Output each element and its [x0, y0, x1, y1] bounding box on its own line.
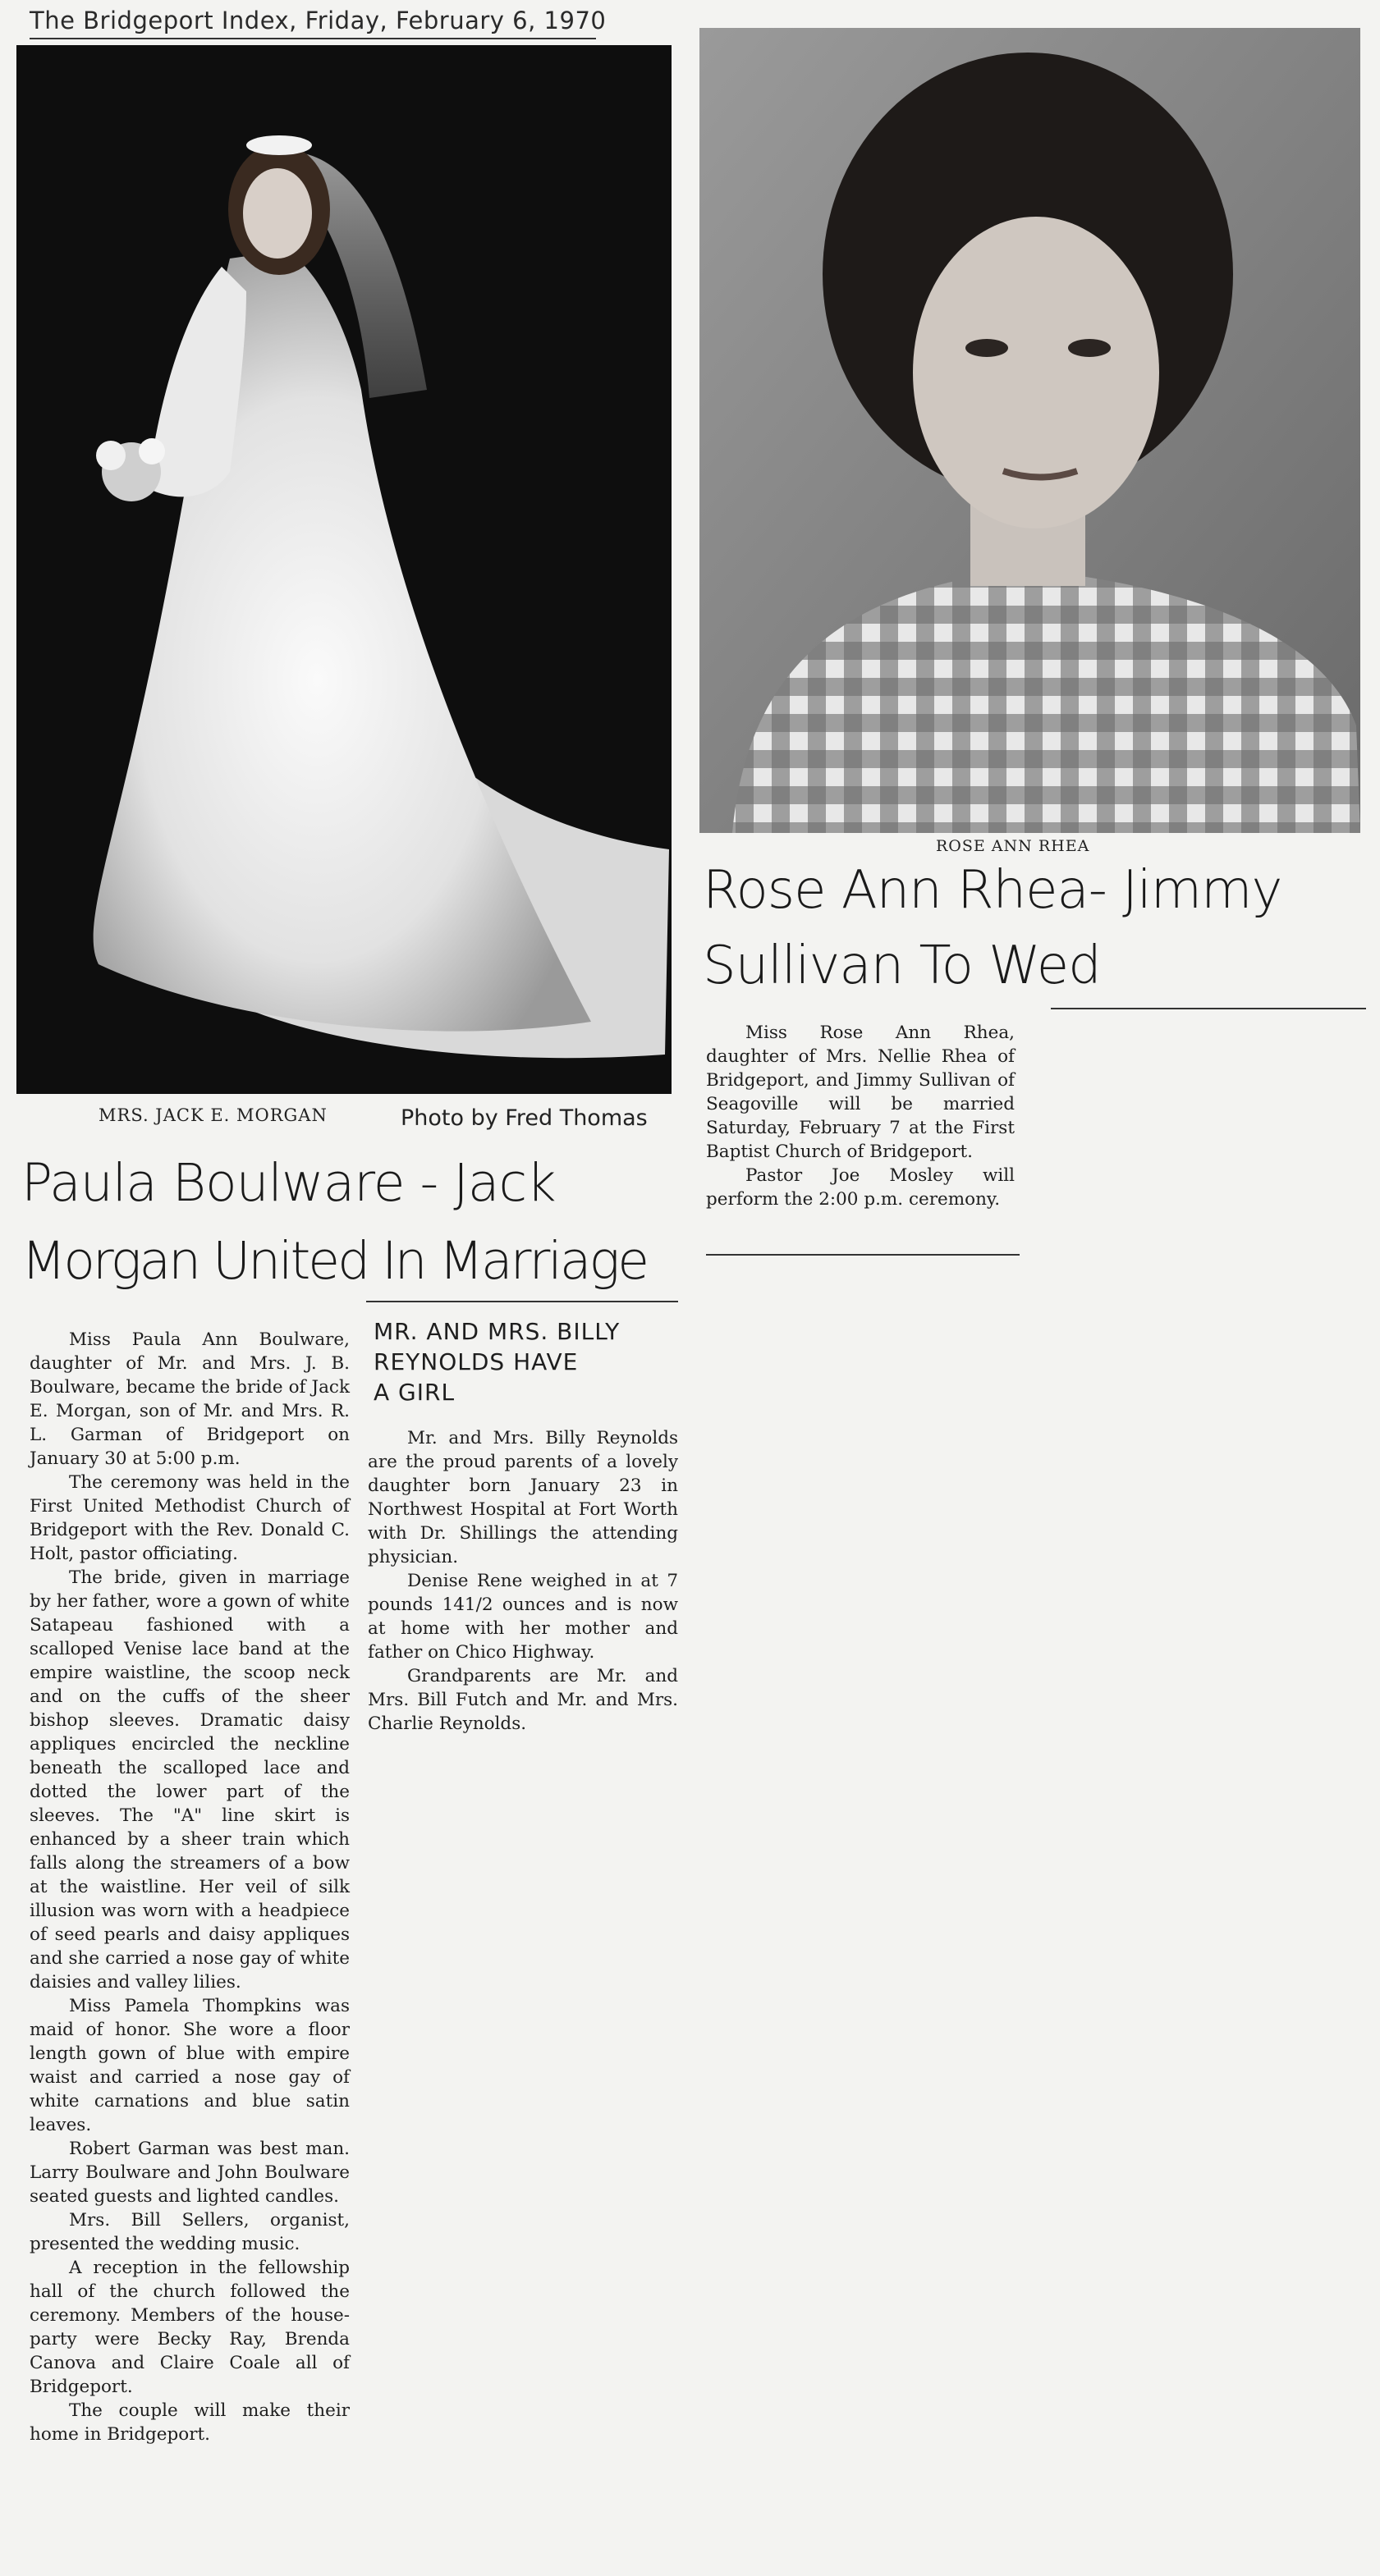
- birth-subhead-line: A GIRL: [374, 1379, 456, 1406]
- engagement-paragraph: Miss Rose Ann Rhea, daughter of Mrs. Nellie Rhea of Bridgeport, and Jimmy Sullivan of Seagoville will be married Saturday, February 7 at the First Baptist Church of Bridgeport.: [706, 1023, 1015, 1162]
- wedding-paragraph: A reception in the fellowship hall of the church followed the ceremony. Members of the house-party were Becky Ray, Brenda Canova and Claire Coale all of Bridgeport.: [30, 2258, 350, 2397]
- engagement-paragraph: Pastor Joe Mosley will perform the 2:00 p.m. ceremony.: [706, 1165, 1015, 1210]
- bride-photo-caption: MRS. JACK E. MORGAN: [99, 1105, 328, 1125]
- wedding-paragraph: The couple will make their home in Bridgeport.: [30, 2400, 350, 2445]
- wedding-headline-line1: Paula Boulware - Jack: [21, 1153, 556, 1213]
- birth-article: [368, 1426, 678, 1736]
- birth-paragraph: Denise Rene weighed in at 7 pounds 141/2 ounces and is now at home with her mother and father on Chico Highway.: [368, 1571, 678, 1663]
- wedding-paragraph: The bride, given in marriage by her father, wore a gown of white Satapeau fashioned with a scalloped Venise lace band at the empire waistline, the scoop neck and on the cuffs of the sheer bishop sleeves. Dramatic daisy appliques encircled the neckline beneath the scalloped lace and dotted the lower part of the sleeves. The "A" line skirt is enhanced by a sheer train which falls along the streamers of a bow at the waistline. Her veil of silk illusion was worn with a headpiece of seed pearls and daisy appliques and she carried a nose gay of white daisies and valley lilies.: [30, 1567, 350, 1993]
- birth-subhead-line: MR. AND MRS. BILLY: [374, 1318, 621, 1345]
- wedding-paragraph: Mrs. Bill Sellers, organist, presented the wedding music.: [30, 2210, 350, 2254]
- portrait-photo: [699, 28, 1360, 833]
- masthead-rule: [30, 38, 596, 39]
- engagement-end-rule: [706, 1254, 1020, 1256]
- wedding-headline-line2: Morgan United In Marriage: [21, 1231, 648, 1291]
- wedding-paragraph: The ceremony was held in the First United Methodist Church of Bridgeport with the Rev. Donald C. Holt, pastor officiating.: [30, 1472, 350, 1564]
- engagement-article: [706, 1021, 1015, 1211]
- birth-paragraph: Mr. and Mrs. Billy Reynolds are the proud parents of a lovely daughter born January 23 in Northwest Hospital at Fort Worth with Dr. Shillings the attending physician.: [368, 1428, 678, 1567]
- birth-subhead: [374, 1316, 620, 1407]
- wedding-article: [30, 1328, 350, 2446]
- wedding-paragraph: Miss Pamela Thompkins was maid of honor. She wore a floor length gown of blue with empire waist and carried a nose gay of white carnations and blue satin leaves.: [30, 1996, 350, 2135]
- birth-subhead-line: REYNOLDS HAVE: [374, 1348, 579, 1375]
- portrait-photo-caption: ROSE ANN RHEA: [936, 837, 1090, 855]
- wedding-paragraph: Robert Garman was best man. Larry Boulware and John Boulware seated guests and lighted candles.: [30, 2139, 350, 2207]
- photo-credit: Photo by Fred Thomas: [401, 1105, 648, 1131]
- bride-photo: [16, 45, 672, 1094]
- engagement-headline-rule: [1051, 1008, 1366, 1009]
- engagement-headline-line1: Rose Ann Rhea- Jimmy: [703, 860, 1282, 921]
- wedding-paragraph: Miss Paula Ann Boulware, daughter of Mr. and Mrs. J. B. Boulware, became the bride of Jack E. Morgan, son of Mr. and Mrs. R. L. Garman of Bridgeport on January 30 at 5:00 p.m.: [30, 1329, 350, 1469]
- newspaper-masthead: The Bridgeport Index, Friday, February 6, 1970: [30, 7, 607, 34]
- wedding-headline-rule: [366, 1301, 678, 1302]
- birth-paragraph: Grandparents are Mr. and Mrs. Bill Futch and Mr. and Mrs. Charlie Reynolds.: [368, 1666, 678, 1734]
- engagement-headline-line2: Sullivan To Wed: [703, 936, 1101, 996]
